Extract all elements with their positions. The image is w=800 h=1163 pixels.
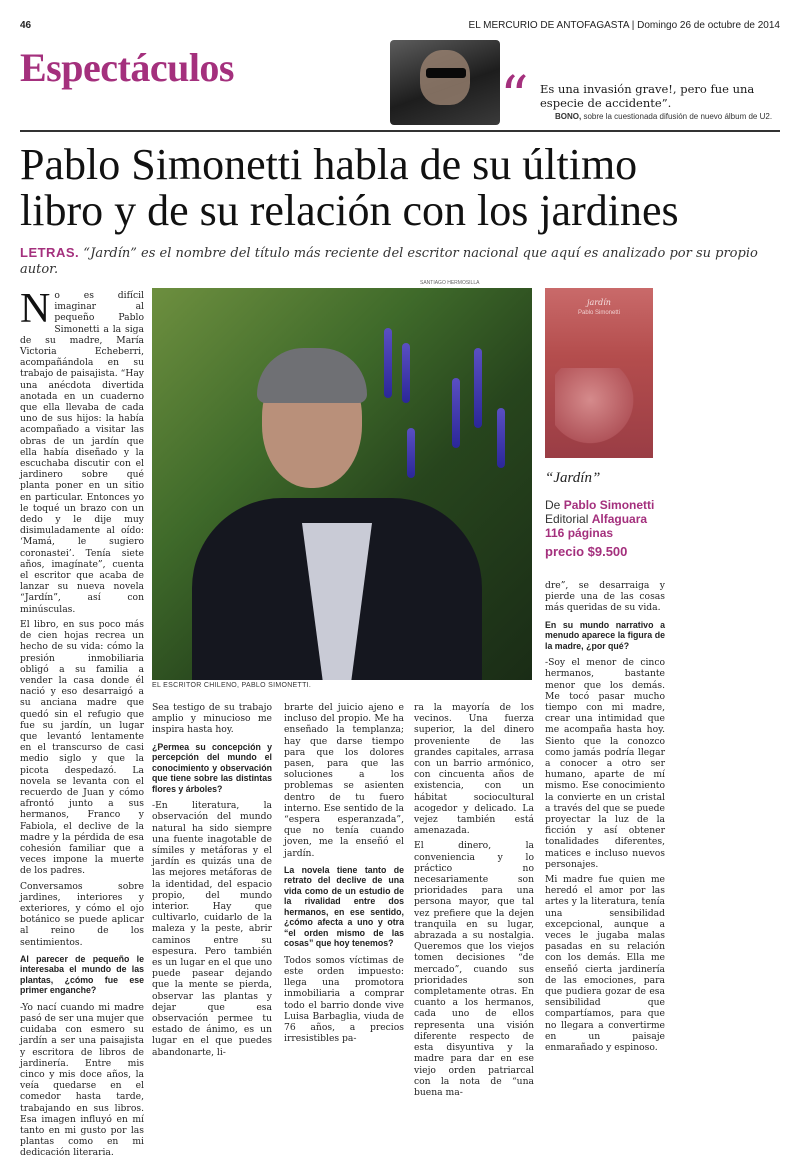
paragraph: dre”, se desarraiga y pierde una de las cosas más queridas de su vida. [545, 580, 665, 614]
quote-context: sobre la cuestionada difusión de nuevo álbum de U2. [583, 112, 773, 121]
quote-attribution [555, 112, 785, 121]
book-price: precio $9.500 [545, 544, 628, 559]
quote-author: BONO, [555, 112, 582, 121]
column-3 [284, 702, 404, 1048]
drop-cap: N [20, 286, 51, 332]
section-title: Espectáculos [20, 45, 234, 90]
paragraph: -Soy el menor de cinco hermanos, bastante menor que los demás. Me tocó pasar mucho tiempo con mi madre, crear una intimidad que me acompaña hasta hoy. Siento que la conozco como jamás podría llegar a conocer a otro ser humano, aparte de mí mismo. Ese conocimiento la convierte en un cristal a través del que se puede proyectar la luz de la ficción y así obtener tonalidades diferentes, matices e incluso nuevos personajes. [545, 657, 665, 870]
headline-line-1: Pablo Simonetti habla de su último [20, 140, 638, 189]
headline [20, 142, 780, 234]
pull-quote: Es una invasión grave!, pero fue una especie de accidente”. [540, 82, 755, 110]
paragraph: Sea testigo de su trabajo amplio y minucioso me inspira hasta hoy. [152, 702, 272, 736]
book-cover-title: jardín [587, 298, 611, 307]
book-author: Pablo Simonetti [563, 498, 655, 512]
quote-author-photo [390, 40, 500, 125]
masthead: EL MERCURIO DE ANTOFAGASTA | Domingo 26 de octubre de 2014 [468, 20, 780, 31]
book-cover [545, 288, 653, 458]
book-cover-author: Pablo Simonetti [577, 310, 621, 316]
column-5 [545, 580, 665, 1057]
headline-line-2: libro y de su relación con los jardines [20, 186, 679, 235]
page-number: 46 [20, 20, 32, 31]
paragraph: ra la mayoría de los vecinos. Una fuerza superior, la del dinero proveniente de las grandes capitales, arrasa con un barrio armónico, con cincuenta años de existencia, con un hábitat sociocultural acogedor y delicado. La vejez también está amenazada. [414, 702, 534, 837]
photo-caption: EL ESCRITOR CHILENO, PABLO SIMONETTI. [152, 682, 312, 689]
quote-mark-icon: “ [500, 65, 529, 130]
photo-credit: SANTIAGO HERMOSILLA [420, 280, 480, 286]
paragraph: El libro, en sus poco más de cien hojas recrea un hecho de su vida: cómo la presión inmobiliaria obligó a su familia a vender la casa donde él nació y eso desarraigó a su anciana madre que quedó sin el refugio que fue su jardín, un lugar que levantó lentamente en el transcurso de casi medio siglo y que la picota despedazó. La novela se levanta con el recuerdo de Juan y cómo afrontó junto a sus hermanos, Franco y Fabiola, el declive de la madre y la pérdida de esa cohesión familiar que a veces impone la muerte de los padres. [20, 618, 144, 877]
paragraph: -Yo nací cuando mi madre pasó de ser una mujer que cuidaba con esmero su jardín a ser una paisajista y escritora de libros de jardinería. Entre mis cinco y mis doce años, la veía quedarse en el comedor hasta tarde, trabajando en sus libros. Esa imagen influyó en mí tanto en mi gusto por las plantas como en mi dedicación literaria. [20, 1001, 144, 1159]
book-publisher: Alfaguara [591, 512, 648, 526]
paragraph: Todos somos víctimas de este orden impuesto: llega una promotora inmobiliaria a comprar todo el barrio donde vive Luisa Barbaglia, viuda de 76 años, a precios irresistibles pa- [284, 954, 404, 1045]
paragraph: brarte del juicio ajeno e incluso del propio. Me ha enseñado la templanza; hay que darse tiempo para que los dolores pasen, para que las soluciones a los problemas se asienten dentro de tu fuero interno. Ese sentido de la “espera esperanzada”, que no tenía cuando joven, me la enseñó el jardín. [284, 702, 404, 859]
paragraph: -En literatura, la observación del mundo natural ha sido siempre una fuente inagotable de símiles y metáforas y el jardín es quizás una de las mejores metáforas de la identidad, del espacio propio, del mundo interior. Hay que cultivarlo, cuidarlo de la maleza y la peste, abrir caminos entre su espesura. Pero también es un lugar en el que uno puede pasear dejando que la mente se pierda, observar las plantas y dejar que esa observación permee tu estado de ánimo, es un lugar en el que puedes abandonarte, li- [152, 800, 272, 1058]
article-deck [20, 245, 780, 278]
paragraph: El dinero, la conveniencia y lo práctico no necesariamente son prioridades para una persona mayor, que tal vez prefiere que la dejen tranquila en su lugar, abrazada a su nostalgia. Queremos que los viejos tomen decisiones “de mercado”, cuando sus prioridades son completamente otras. En cuanto a los hermanos, cada uno de ellos representa una visión diferente respecto de esta disyuntiva y la madre para dar en ese viejo orden patriarcal con la nota de “una buena ma- [414, 840, 534, 1098]
paragraph: o es difícil imaginar al pequeño Pablo Simonetti a la siga de su madre, María Victoria Echeberri, acompañándola en su trabajo de paisajista. “Hay una anécdota divertida anotada en un cuaderno que ella llevaba de cada uno de sus hijos: la había acompañado a visitar las obras de un jardín que ella había diseñado y la escuchaba discutir con el jardinero sobre qué planta poner en un sitio en particular. Entonces yo le toqué un brazo con un dedo y le dije muy disimuladamente al oído: ‘Mamá, le sugiero coronastei’. Tenía siete años, imagínate”, cuenta el escritor que acaba de lanzar su nueva novela “Jardín”, así con minúsculas. [20, 290, 144, 615]
author-photo [152, 288, 532, 680]
deck-text: “Jardín” es el nombre del título más reciente del escritor nacional que aquí es analizado por su propio autor. [20, 246, 758, 277]
book-label: “Jardín” [545, 470, 601, 486]
column-4 [414, 702, 534, 1102]
paragraph: Mi madre fue quien me heredó el amor por las artes y la literatura, tenía una sensibilidad excepcional, aunque a veces le jugaba malas pasadas en su relación con los demás. Ella me enseñó cierta jardinería de las emociones, para que pudiera gozar de esa sensibilidad que compartíamos, para que no llegara a convertirme en un paisaje enmarañado y espinoso. [545, 873, 665, 1054]
book-publisher-prefix: Editorial [545, 512, 589, 526]
book-pages: 116 páginas [545, 526, 614, 540]
column-1 [20, 286, 144, 1163]
book-author-prefix: De [545, 498, 561, 512]
interview-question: Al parecer de pequeño le interesaba el mundo de las plantas, ¿cómo fue ese primer enganche? [20, 953, 144, 996]
interview-question: ¿Permea su concepción y percepción del mundo el conocimiento y observación que tiene sobre las distintas flores y árboles? [152, 741, 272, 794]
top-bar [20, 20, 780, 34]
interview-question: La novela tiene tanto de retrato del declive de una vida como de un estudio de la rivalidad entre dos hermanos, en ese sentido, ¿cómo afecta a uno y otra “el orden mismo de las cosas” que hoy tenemos? [284, 864, 404, 949]
kicker: LETRAS. [20, 245, 80, 260]
section-divider [20, 130, 780, 132]
column-2 [152, 702, 272, 1062]
paragraph: Conversamos sobre jardines, interiores y exteriores, y cómo el ojo botánico se puede aplicar al reino de los sentimientos. [20, 880, 144, 948]
book-author-line [545, 498, 654, 512]
interview-question: En su mundo narrativo a menudo aparece la figura de la madre, ¿por qué? [545, 619, 665, 651]
book-publisher-line [545, 512, 647, 526]
